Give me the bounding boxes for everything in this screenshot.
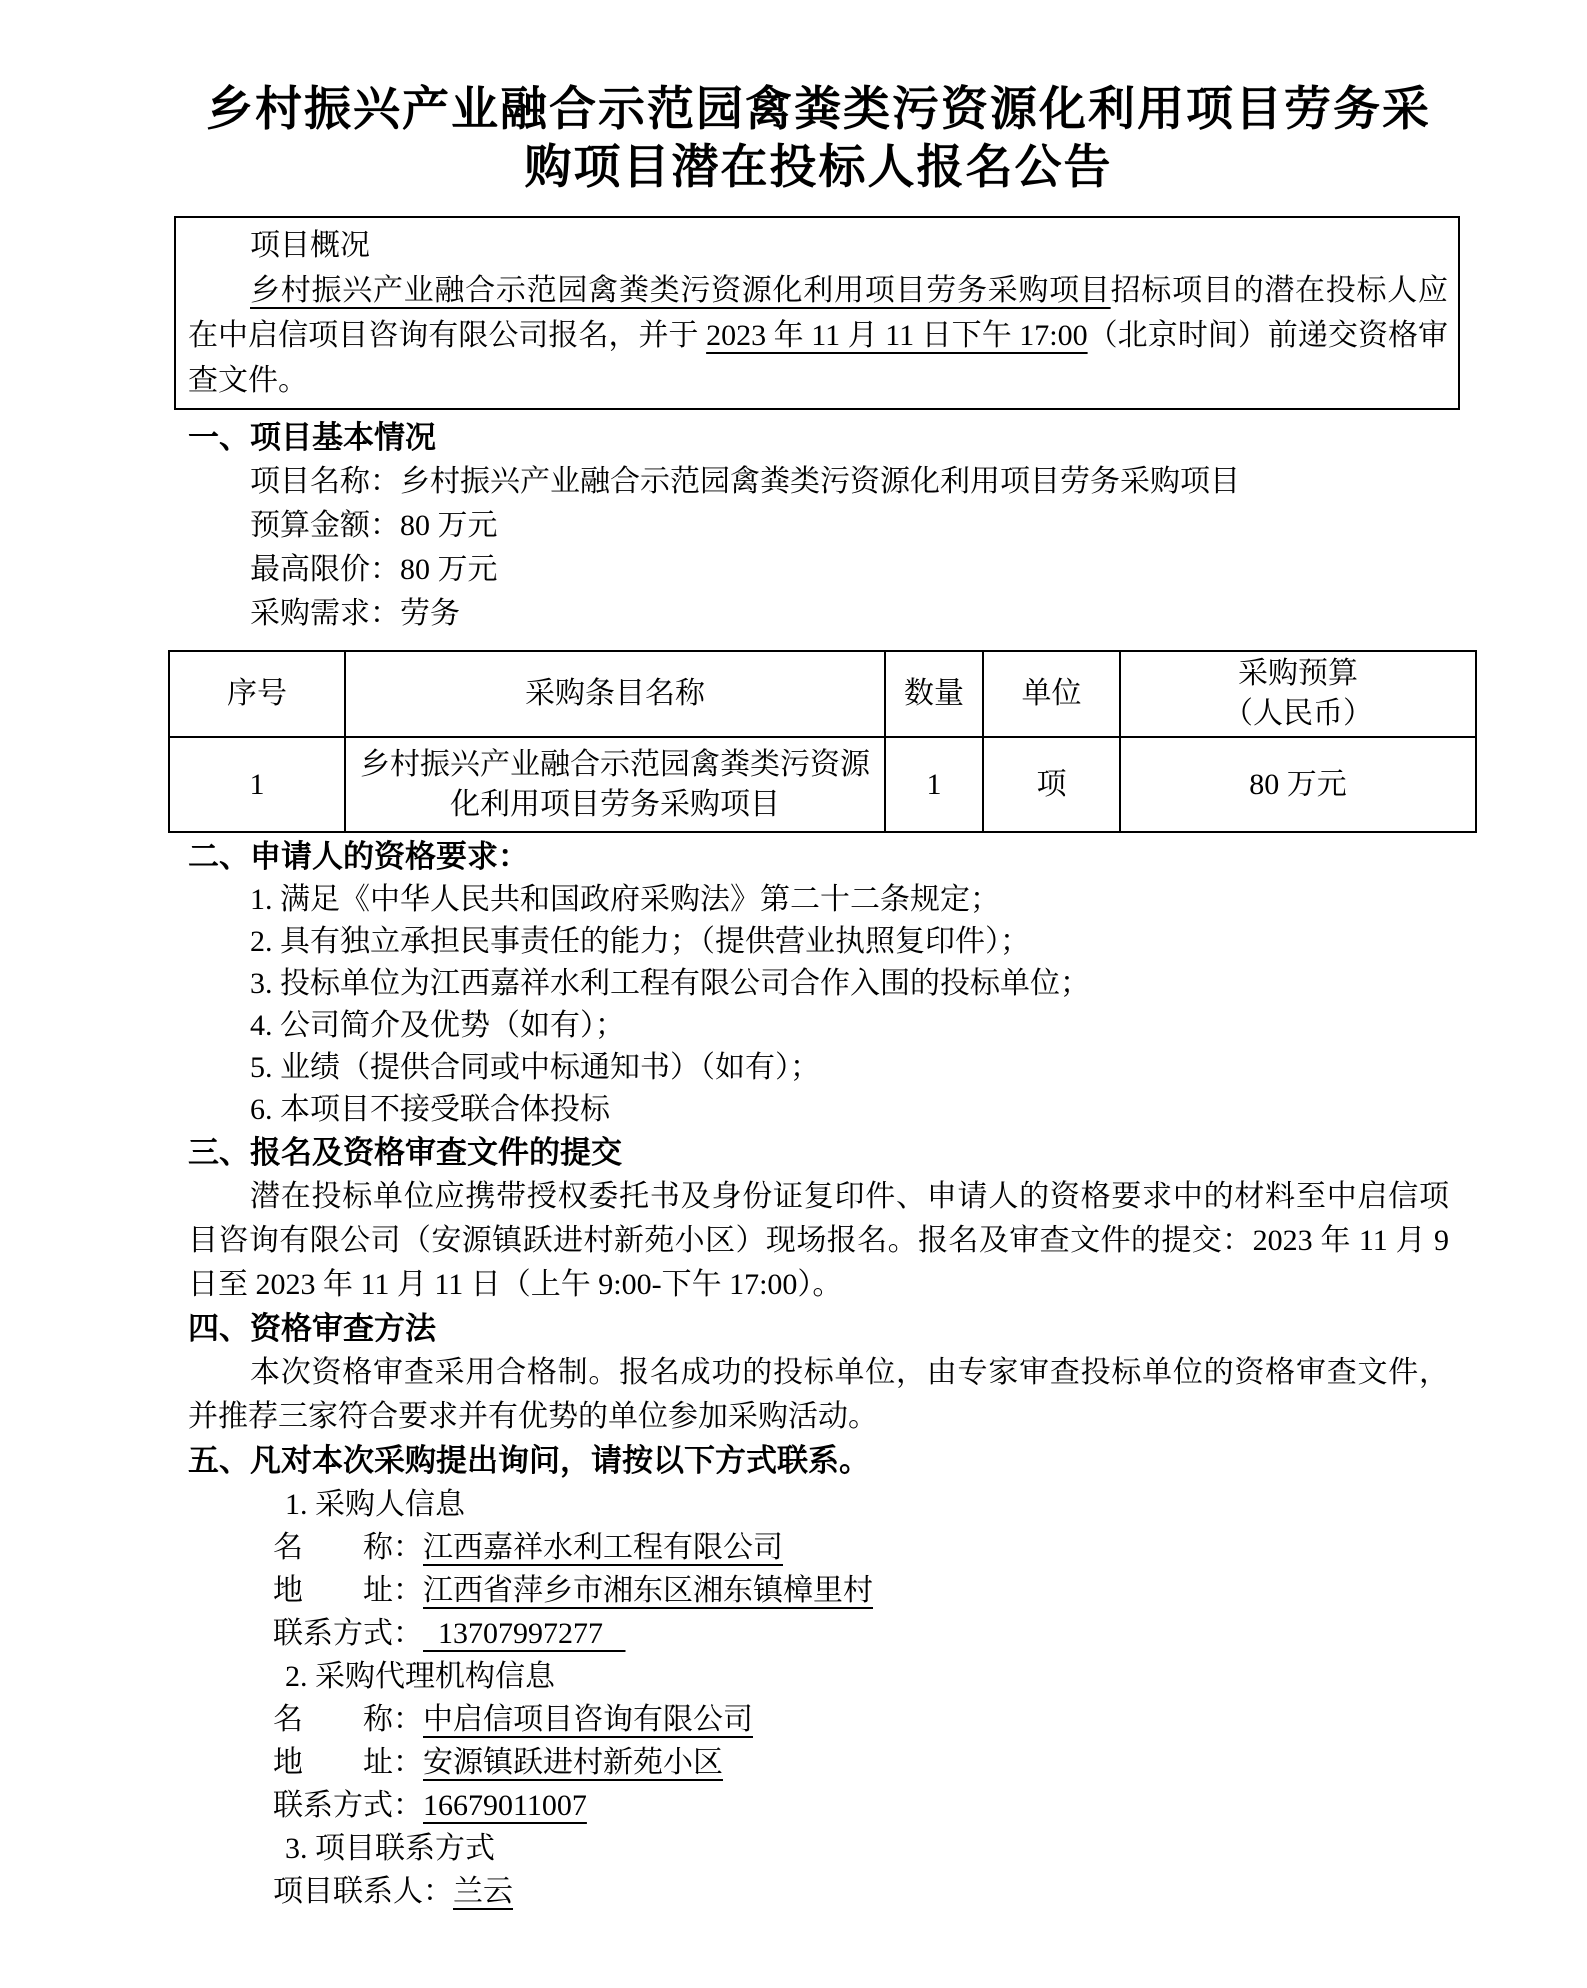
- procurement-items-table: [168, 650, 1477, 833]
- section4-heading: 四、资格审查方法: [188, 1311, 436, 1346]
- contact-name-label: 名 称：: [273, 1531, 423, 1564]
- overview-deadline: 2023 年 11 月 11 日下午 17:00: [706, 319, 1088, 352]
- col-header-budget-line2: （人民币）: [1223, 697, 1373, 730]
- agency-address: 安源镇跃进村新苑小区: [423, 1746, 723, 1779]
- document-title-line2: 购项目潜在投标人报名公告: [524, 140, 1113, 193]
- purchaser-address-row: [188, 1569, 1449, 1612]
- purchaser-info-label: 1. 采购人信息: [285, 1488, 465, 1521]
- col-header-budget-line1: 采购预算: [1238, 657, 1358, 690]
- document-title-line1: 乡村振兴产业融合示范园禽粪类污资源化利用项目劳务采: [206, 82, 1431, 135]
- agency-phone: 16679011007: [423, 1789, 587, 1822]
- purchaser-address: 江西省萍乡市湘东区湘东镇樟里村: [423, 1574, 873, 1607]
- contact-person-name: 兰云: [453, 1875, 513, 1908]
- agency-name: 中启信项目咨询有限公司: [423, 1703, 753, 1736]
- contact-address-label: 地 址：: [273, 1574, 423, 1607]
- requirement-item-5: 5. 业绩（提供合同或中标通知书）（如有）；: [250, 1051, 820, 1084]
- col-header-serial: 序号: [169, 651, 345, 737]
- max-price-line: 最高限价：80 万元: [250, 553, 498, 586]
- document-title: [188, 0, 1449, 196]
- cell-unit: 项: [983, 737, 1120, 832]
- project-overview-paragraph: [188, 268, 1448, 403]
- overview-text-end: （北京时间）前递交资格审查文件。: [188, 319, 1449, 397]
- section1-heading: 一、项目基本情况: [188, 420, 436, 455]
- overview-text-middle: 招标项目的潜在投标人应在中启信项目咨询有限公司报名，并于: [188, 274, 1449, 352]
- col-header-budget: [1120, 651, 1476, 737]
- section3-paragraph: 潜在投标单位应携带授权委托书及身份证复印件、申请人的资格要求中的材料至中启信项目咨询有限公司（安源镇跃进村新苑小区）现场报名。报名及审查文件的提交：2023 年 11 月 9 日至 2023 年 11 月 11 日（上午 9:00-下午 17:00）。: [188, 1180, 1449, 1301]
- purchaser-phone-row: [188, 1612, 1449, 1655]
- budget-amount-line: 预算金额：80 万元: [250, 509, 498, 542]
- section3-heading: 三、报名及资格审查文件的提交: [188, 1135, 622, 1170]
- agency-phone-row: [188, 1784, 1449, 1827]
- cell-item-name: 乡村振兴产业融合示范园禽粪类污资源化利用项目劳务采购项目: [345, 737, 885, 832]
- contact-name-label: 名 称：: [273, 1703, 423, 1736]
- table-row: [169, 737, 1476, 832]
- purchaser-phone: 13707997277: [423, 1617, 626, 1650]
- requirement-item-2: 2. 具有独立承担民事责任的能力；（提供营业执照复印件）；: [250, 925, 1030, 958]
- cell-budget: 80 万元: [1120, 737, 1476, 832]
- contact-phone-label: 联系方式：: [273, 1617, 423, 1650]
- project-contact-person-row: [188, 1870, 1449, 1913]
- contact-phone-label: 联系方式：: [273, 1789, 423, 1822]
- project-name-line: 项目名称：乡村振兴产业融合示范园禽粪类污资源化利用项目劳务采购项目: [250, 465, 1240, 498]
- col-header-quantity: 数量: [885, 651, 983, 737]
- table-header-row: [169, 651, 1476, 737]
- overview-project-name: 乡村振兴产业融合示范园禽粪类污资源化利用项目劳务采购项目: [250, 274, 1111, 307]
- purchaser-name: 江西嘉祥水利工程有限公司: [423, 1531, 783, 1564]
- project-overview-label: 项目概况: [250, 229, 370, 262]
- agency-name-row: [188, 1698, 1449, 1741]
- cell-quantity: 1: [885, 737, 983, 832]
- requirement-item-4: 4. 公司简介及优势（如有）；: [250, 1009, 625, 1042]
- agency-address-row: [188, 1741, 1449, 1784]
- section4-paragraph: 本次资格审查采用合格制。报名成功的投标单位，由专家审查投标单位的资格审查文件，并推荐三家符合要求并有优势的单位参加采购活动。: [188, 1356, 1449, 1433]
- requirement-item-1: 1. 满足《中华人民共和国政府采购法》第二十二条规定；: [250, 883, 1000, 916]
- col-header-unit: 单位: [983, 651, 1120, 737]
- section2-heading: 二、申请人的资格要求：: [188, 839, 529, 874]
- cell-serial: 1: [169, 737, 345, 832]
- procurement-demand-line: 采购需求：劳务: [250, 597, 460, 630]
- agency-info-label: 2. 采购代理机构信息: [285, 1660, 555, 1693]
- requirement-item-3: 3. 投标单位为江西嘉祥水利工程有限公司合作入围的投标单位；: [250, 967, 1090, 1000]
- contact-person-label: 项目联系人：: [273, 1875, 453, 1908]
- contact-address-label: 地 址：: [273, 1746, 423, 1779]
- purchaser-name-row: [188, 1526, 1449, 1569]
- requirement-item-6: 6. 本项目不接受联合体投标: [250, 1093, 610, 1126]
- col-header-item-name: 采购条目名称: [345, 651, 885, 737]
- section5-heading: 五、凡对本次采购提出询问，请按以下方式联系。: [188, 1443, 870, 1478]
- project-overview-box: [174, 216, 1460, 410]
- project-contact-label: 3. 项目联系方式: [285, 1832, 495, 1865]
